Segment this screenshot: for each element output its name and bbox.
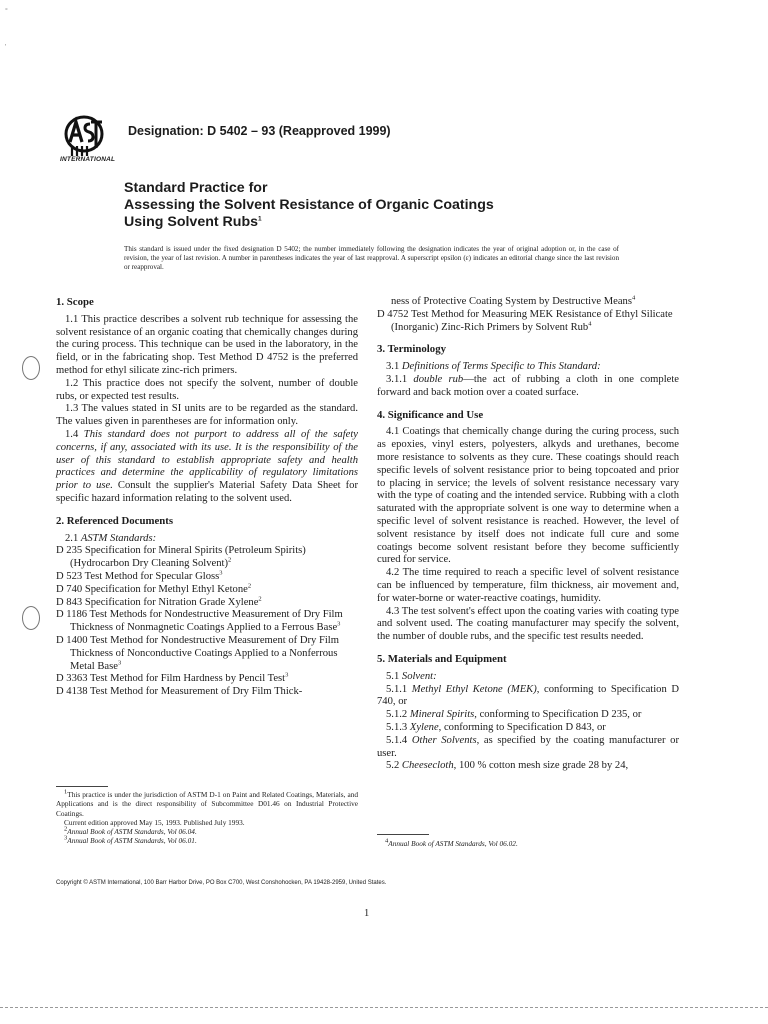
designation: Designation: D 5402 – 93 (Reapproved 1999) (128, 124, 391, 138)
paragraph: 4.3 The test solvent's effect upon the coating varies with coating type and solvent used. The coating manufacturer may specify the solvent, the number of double rubs, and the specific test results needed. (377, 605, 679, 643)
section-heading: 4. Significance and Use (377, 408, 484, 421)
title-line: Using Solvent Rubs$^1$ (124, 214, 262, 230)
paragraph: 1.3 The values stated in SI units are to be regarded as the standard. The values given in parentheses are for information only. (56, 403, 358, 428)
footnote: $^4$Annual Book of ASTM Standards, Vol 06.02. (385, 837, 518, 848)
paragraph: 3.1.1 double rub—the act of rubbing a cloth in one complete forward and back motion over a coated surface. (377, 373, 679, 398)
reference-item: D 1186 Test Methods for Nondestructive Measurement of Dry Film Thickness of Nonmagnetic Coatings Applied to a Ferrous Base$^3$ (56, 609, 343, 634)
footnote: $^2$Annual Book of ASTM Standards, Vol 06.04. (64, 825, 197, 837)
title-line: Standard Practice for (124, 180, 268, 196)
paragraph: 5.2 Cheesecloth, 100 % cotton mesh size grade 28 by 24, (386, 760, 629, 772)
paragraph: 4.2 The time required to reach a specific level of solvent resistance can be influenced by temperature, film thickness, air movement and, for water-borne or water-reactive coatings, humidity. (377, 567, 679, 604)
scan-edge (0, 1007, 768, 1008)
title-line: Assessing the Solvent Resistance of Organic Coatings (124, 197, 494, 213)
reference-list (56, 545, 358, 699)
footnote: Current edition approved May 15, 1993. Published July 1993. (64, 817, 245, 827)
logo-text: INTERNATIONAL (60, 156, 116, 163)
paragraph: 1.2 This practice does not specify the solvent, number of double rubs, or expected test results. (56, 377, 358, 402)
footnote: $^3$Annual Book of ASTM Standards, Vol 06.01. (64, 835, 197, 846)
reference-item: D 740 Specification for Methyl Ethyl Ketone$^2$ (56, 582, 252, 595)
paragraph: 4.1 Coatings that chemically change during the curing process, such as epoxies, vinyl esters, polyesters, alkyds and urethanes, become more resistance to solvents as they cure. These coatings should reach specific levels of solvent resistance prior to being topcoated and prior to placing in service; the levels of solvent resistance necessary vary with the type of coating and the intended service. Rubbing with a cloth saturated with the appropriate solvent is one way to determine when a specific level of solvent resistance is reached. However, the level of solvent resistance by itself does not indicate full cure and some coatings become solvent resistant before they become sufficiently cured for service. (377, 426, 679, 566)
reference-item: D 523 Test Method for Specular Gloss$^3$ (56, 569, 223, 582)
copyright-notice: Copyright © ASTM International, 100 Barr Harbor Drive, PO Box C700, West Conshohocken, PA 19428-2959, United States. (56, 880, 387, 886)
punch-hole (22, 356, 40, 380)
reference-item: D 1400 Test Method for Nondestructive Measurement of Dry Film Thickness of Nonconductive Coatings Applied to a Nonferrous Metal Base$^3$ (56, 634, 339, 672)
paragraph: 1.1 This practice describes a solvent rub technique for assessing the solvent resistance of an organic coating that chemically changes during the curing process. This technique can be used in the laboratory, in the field, or in the fabricating shop. Test Method D 4752 is the preferred method for ethyl silicate zinc-rich primers. (56, 313, 358, 376)
reference-item: ness of Protective Coating System by Destructive Means$^4$ (391, 294, 636, 307)
reference-item: D 4138 Test Method for Measurement of Dry Film Thick- (56, 686, 303, 698)
paragraph: 3.1 Definitions of Terms Specific to This Standard: (386, 361, 601, 373)
scan-mark: ° (5, 8, 8, 15)
paragraph: 5.1 Solvent: (386, 670, 437, 682)
footnotes-right (377, 839, 679, 848)
right-column (377, 296, 679, 773)
footnotes-left (56, 790, 358, 846)
footnote-rule (56, 786, 108, 787)
left-column (56, 296, 358, 699)
document-title (124, 180, 644, 231)
paragraph: 5.1.2 Mineral Spirits, conforming to Specification D 235, or (386, 709, 642, 721)
section-heading: 3. Terminology (377, 343, 446, 356)
paragraph: 5.1.3 Xylene, conforming to Specification D 843, or (386, 721, 606, 733)
page-number: 1 (364, 908, 370, 919)
scan-mark: ' (5, 44, 7, 51)
section-heading: 1. Scope (56, 296, 94, 308)
section-heading: 5. Materials and Equipment (377, 652, 507, 665)
punch-hole (22, 606, 40, 630)
paragraph: 5.1.1 Methyl Ethyl Ketone (MEK), conforming to Specification D 740, or (377, 683, 679, 708)
designation-notice: This standard is issued under the fixed designation D 5402; the number immediately following the designation indicates the year of original adoption or, in the case of revision, the year of last revision. A number in parentheses indicates the year of last reapproval. A superscript epsilon (ε) indicates an editorial change since the last revision or reapproval. (124, 245, 619, 271)
reference-item: D 235 Specification for Mineral Spirits (Petroleum Spirits) (Hydrocarbon Dry Cleaning Solvent)$^2$ (56, 545, 306, 570)
reference-item: D 3363 Test Method for Film Hardness by Pencil Test$^3$ (56, 671, 289, 685)
reference-item: D 843 Specification for Nitration Grade Xylene$^2$ (56, 595, 262, 608)
section-heading: 2. Referenced Documents (56, 514, 174, 527)
reference-item: D 4752 Test Method for Measuring MEK Resistance of Ethyl Silicate (Inorganic) Zinc-Rich Primers by Solvent Rub$^4$ (377, 308, 673, 333)
paragraph: 1.4 This standard does not purport to address all of the safety concerns, if any, associated with its use. It is the responsibility of the user of this standard to establish appropriate safety and health practices and determine the applicability of regulatory limitations prior to use. Consult the supplier's Material Safety Data Sheet for specific hazard information relating to the solvent used. (56, 428, 359, 504)
footnote-rule (377, 834, 429, 835)
footnote: $^1$This practice is under the jurisdiction of ASTM D-1 on Paint and Related Coatings, Materials, and Applications and is the direct responsibility of Subcommittee D01.46 on Industrial Protective Coatings. (56, 788, 358, 818)
paragraph: 2.1 ASTM Standards: (65, 532, 157, 544)
paragraph: 5.1.4 Other Solvents, as specified by the coating manufacturer or user. (377, 734, 680, 759)
